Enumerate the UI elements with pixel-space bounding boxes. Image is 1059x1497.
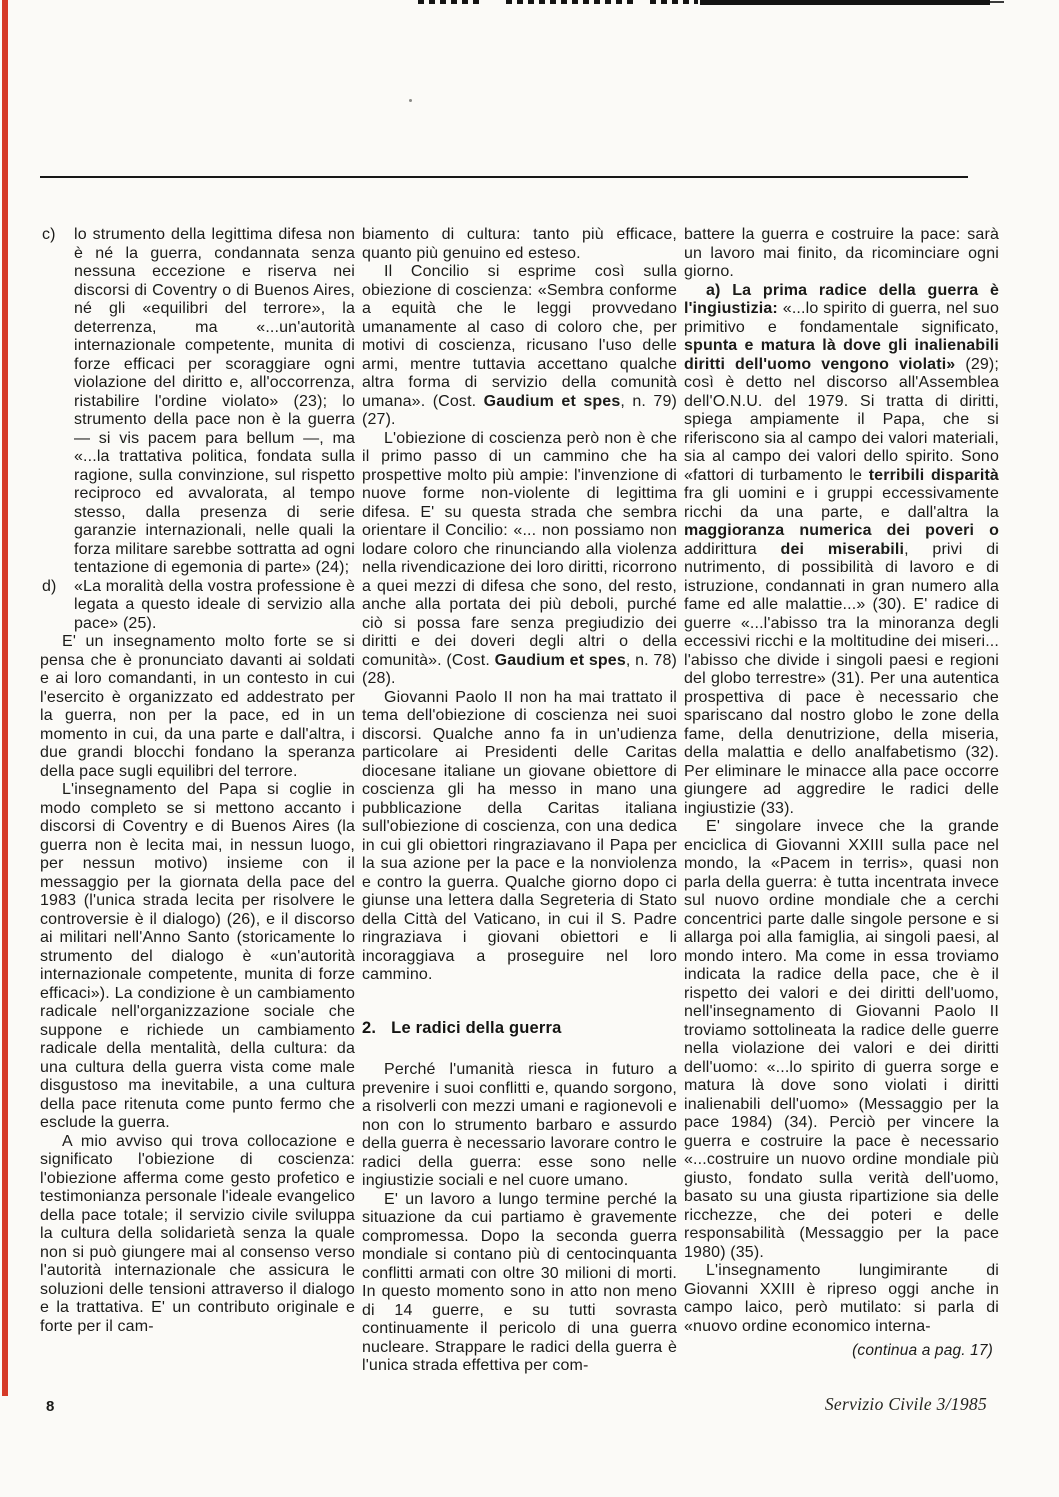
text-column-2 — [362, 226, 677, 1376]
text-run: L'insegnamento del Papa si coglie in modo completo se si mettono accanto i discorsi di Coventry e di Buenos Aires (la guerra non è lecita mai, in nessun luogo, per nessun motivo) insieme con il messaggio per la giornata della pace del 1983 (l'unica strada lecita per risolvere le controversie è il dialogo) (26), e il discorso ai militari nell'Anno Santo (storicamente lo strumento del dialogo è «un'autorità internazionale competente, munita di forze efficaci»). La condizione è un cambiamento radicale nell'organizzazione sociale che suppone e richiede un cambiamento radicale della mentalità, della cultura: da una cultura della guerra vista come male disgustoso ma inevitabile, a una cultura della pace ritenuta come punto fermo che esclude la guerra. — [40, 781, 355, 1131]
paragraph — [684, 226, 999, 282]
page-number: 8 — [46, 1398, 55, 1415]
paragraph — [362, 263, 677, 430]
list-item — [40, 226, 355, 578]
section-number: 2. — [362, 1018, 377, 1037]
text-run: «...lo spirito di guerra, nel suo primitivo e fondamentale significato, — [684, 300, 1000, 336]
paragraph — [40, 1133, 355, 1337]
paragraph — [362, 430, 677, 689]
scan-artifact-bar-tail — [990, 1, 1004, 3]
scan-speck — [409, 99, 412, 102]
red-margin-line — [2, 0, 8, 1396]
text-run: E' un insegnamento molto forte se si pensa che è pronunciato davanti ai soldati e ai loro comandanti, in un contesto in cui l'esercito è organizzato ed addestrato per la guerra, non per la pace, ed in un momento in cui, da una parte e dall'altra, i due grandi blocchi fondano la speranza della pace sugli equilibri del terrore. — [40, 633, 355, 780]
paragraph — [362, 226, 677, 263]
text-run: A mio avviso qui trova collocazione e significato l'obiezione di coscienza: l'obiezione afferma come gesto profetico e testimonianza personale l'ideale evangelico della pace totale; il servizio civile sviluppa la cultura della solidarietà senza la quale non si può giungere mai al consenso verso l'autorità internazionale che assicura le soluzioni delle tensioni attraverso il dialogo e la trattativa. E' un contributo originale e forte per il cam- — [40, 1132, 355, 1335]
section-heading — [362, 1019, 677, 1038]
bold-run: spunta e matura là dove gli inalienabili diritti dell'uomo vengono violati» — [684, 337, 999, 373]
text-run: battere la guerra e costruire la pace: sarà un lavoro mai finito, da ricominciare ogni giorno. — [684, 226, 999, 280]
text-run: L'insegnamento lungimirante di Giovanni XXIII è ripreso oggi anche in campo laico, però mutilato: si parla di «nuovo ordine economico interna- — [684, 1262, 999, 1335]
bold-run: maggioranza numerica dei poveri o — [684, 522, 999, 539]
journal-title: Servizio Civile 3/1985 — [824, 1394, 987, 1414]
continuation-note: (continua a pag. 17) — [852, 1342, 993, 1359]
paragraph — [684, 282, 999, 819]
bold-run: dei miserabili — [780, 540, 905, 558]
list-item — [40, 578, 355, 634]
scan-artifact-bar — [700, 0, 990, 5]
header-rule — [40, 176, 968, 178]
text-run: lo strumento della legittima difesa non è né la guerra, condannata senza nessuna eccezione e riserva nei discorsi di Coventry o di Buenos Aires, né gli «equilibri del terrore», la deterrenza, ma «...un'autorità internazionale competente, munita di forze efficaci per scoraggiare ogni violazione del diritto e, all'occorrenza, ristabilire l'ordine violato» (23); lo strumento della pace non è la guerra — si vis pacem para bellum —, ma «...la trattativa politica, fondata sulla ragione, sulla convinzione, sul rispetto reciproco ed avvalorata, al tempo stesso, dalla presenza di serie garanzie internazionali, nelle quali la forza militare sarebbe sottratta ad ogni tentazione di egemonia di parte» (24); — [74, 226, 355, 576]
text-run: biamento di cultura: tanto più efficace, quanto più genuino ed esteso. — [362, 226, 677, 262]
list-marker: d) — [42, 577, 57, 595]
text-run: «La moralità della vostra professione è legata a questo ideale di servizio alla pace» (25). — [74, 577, 355, 632]
paragraph — [684, 1262, 999, 1336]
text-run: Giovanni Paolo II non ha mai trattato il tema dell'obiezione di coscienza nei suoi discorsi. Qualche anno fa in un'udienza particolare ai Presidenti delle Caritas diocesane italiane un giovane obiettore di coscienza gli ha messo in mano una pubblicazione della Caritas italiana sull'obiezione di coscienza, con una dedica in cui gli obiettori ringraziavano il Papa per la sua azione per la pace e la nonviolenza e contro la guerra. Qualche giorno dopo ci giunse una lettera dalla Segreteria di Stato della Città del Vaticano, in cui il S. Padre ringraziava i giovani obiettori e li incoraggiava a proseguire nel loro cammino. — [362, 688, 677, 983]
text-run: (29); così è detto nel discorso all'Assemblea dell'O.N.U. del 1979. Si tratta di diritti, spiega ampiamente il Papa, che si riferiscono sia al campo dei valori materiali, sia al campo dei valori dello spirito. Sono «fattori di turbamento le — [684, 355, 1000, 484]
text-run: E' singolare invece che la grande enciclica di Giovanni XXIII sulla pace nel mondo, la «Pacem in terris», quasi non parla della guerra: è tutta incentrata invece sul nuovo ordine mondiale che a cerchi concentrici parte dalle singole persone e si allarga poi alla famiglia, ai singoli paesi, al mondo intero. Ma come in essa troviamo indicata la radice della pace, che è il rispetto dei valori e dei diritti dell'uomo, nell'insegnamento di Giovanni Paolo II troviamo sottolineata la radice delle guerre nella violazione dei valori e dei diritti dell'uomo: «...lo spirito di guerra sorge e matura là dove sono violati i diritti inalienabili dell'uomo» (Messaggio per la pace 1984) (34). Perciò per vincere la guerra e costruire la pace è necessario «...costruire un nuovo ordine mondiale più giusto, fondato sulla verità dell'uomo, basato su una giusta ripartizione sia delle ricchezze, che dei poteri e delle responsabilità (Messaggio per la pace 1980) (35). — [684, 818, 999, 1261]
text-run: addirittura — [684, 540, 781, 558]
text-run: Perché l'umanità riesca in futuro a prevenire i suoi conflitti e, quando sorgono, a risolverli con mezzi umani e ragionevoli e non con lo strumento barbaro e assurdo della guerra è necessario lavorare contro le radici della guerra: esse sono nelle ingiustizie sociali e nel cuore umano. — [362, 1061, 677, 1189]
text-run: , privi di nutrimento, di possibilità di lavoro e di istruzione, condannati in gran numero alla fame ed alle malattie...» (30). E' radice di guerre «...l'abisso tra la minoranza degli eccessivi ricchi e la moltitudine dei miseri... l'abisso che divide i singoli paesi e regioni del globo terrestre» (31). Per una autentica prospettiva di pace è necessario che spariscano dal nostro globo le zone della fame, della denutrizione, della miseria, della malattia e dello analfabetismo (32). Per eliminare le minacce alla pace occorre giungere ad aggredire le radici delle ingiustizie (33). — [684, 540, 999, 817]
text-run: L'obiezione di coscienza però non è che il primo passo di un cammino che ha prospettive molto più ampie: l'invenzione di nuove forme non-violente di legittima difesa. E' su questa strada che sembra orientare il Concilio: «... non possiamo non lodare coloro che rinunciando alla violenza nella rivendicazione dei loro diritti, ricorrono a quei mezzi di difesa che sono, del resto, anche alla portata dei più deboli, purché ciò si possa fare senza pregiudizio dei diritti e dei doveri degli altri o della comunità». (Cost. — [362, 429, 677, 669]
bold-run: a) La prima radice della guerra è l'ingiustizia: — [684, 281, 999, 317]
text-column-1 — [40, 226, 355, 1336]
paragraph — [40, 633, 355, 781]
bold-run: Gaudium et spes — [483, 392, 621, 410]
paragraph — [684, 818, 999, 1262]
text-run: , n. 78) (28). — [362, 651, 677, 687]
paragraph — [362, 1061, 677, 1191]
text-run: , n. 79) (27). — [362, 392, 677, 428]
scan-artifact-dashes — [418, 0, 480, 4]
text-column-3 — [684, 226, 999, 1361]
bold-run: Gaudium et spes — [494, 651, 626, 669]
paragraph — [362, 689, 677, 985]
scan-artifact-dashes — [506, 0, 634, 4]
list-marker: c) — [42, 226, 56, 243]
text-run: Il Concilio si esprime così sulla obiezione di coscienza: «Sembra conforme a equità che le leggi provvedano umanamente al caso di coloro che, per motivi di coscienza, ricusano l'uso delle armi, mentre tuttavia accettano qualche altra forma di servizio della comunità umana». (Cost. — [362, 263, 677, 410]
text-run: fra gli uomini e i gruppi eccessivamente ricchi da una parte, e dall'altra la — [684, 485, 999, 521]
paragraph — [40, 781, 355, 1133]
paragraph — [362, 1191, 677, 1376]
text-run: E' un lavoro a lungo termine perché la situazione da cui partiamo è gravemente compromessa. Dopo la seconda guerra mondiale si contano più di centocinquanta conflitti armati con oltre 30 milioni di morti. In questo momento sono in atto non meno di 14 guerre, e su tutti sovrasta continuamente il pericolo di una guerra nucleare. Strappare le radici della guerra è l'unica strada effettiva per com- — [362, 1190, 677, 1374]
section-title: Le radici della guerra — [391, 1018, 562, 1037]
scan-artifact-dashes — [650, 0, 698, 4]
bold-run: terribili disparità — [868, 466, 999, 484]
